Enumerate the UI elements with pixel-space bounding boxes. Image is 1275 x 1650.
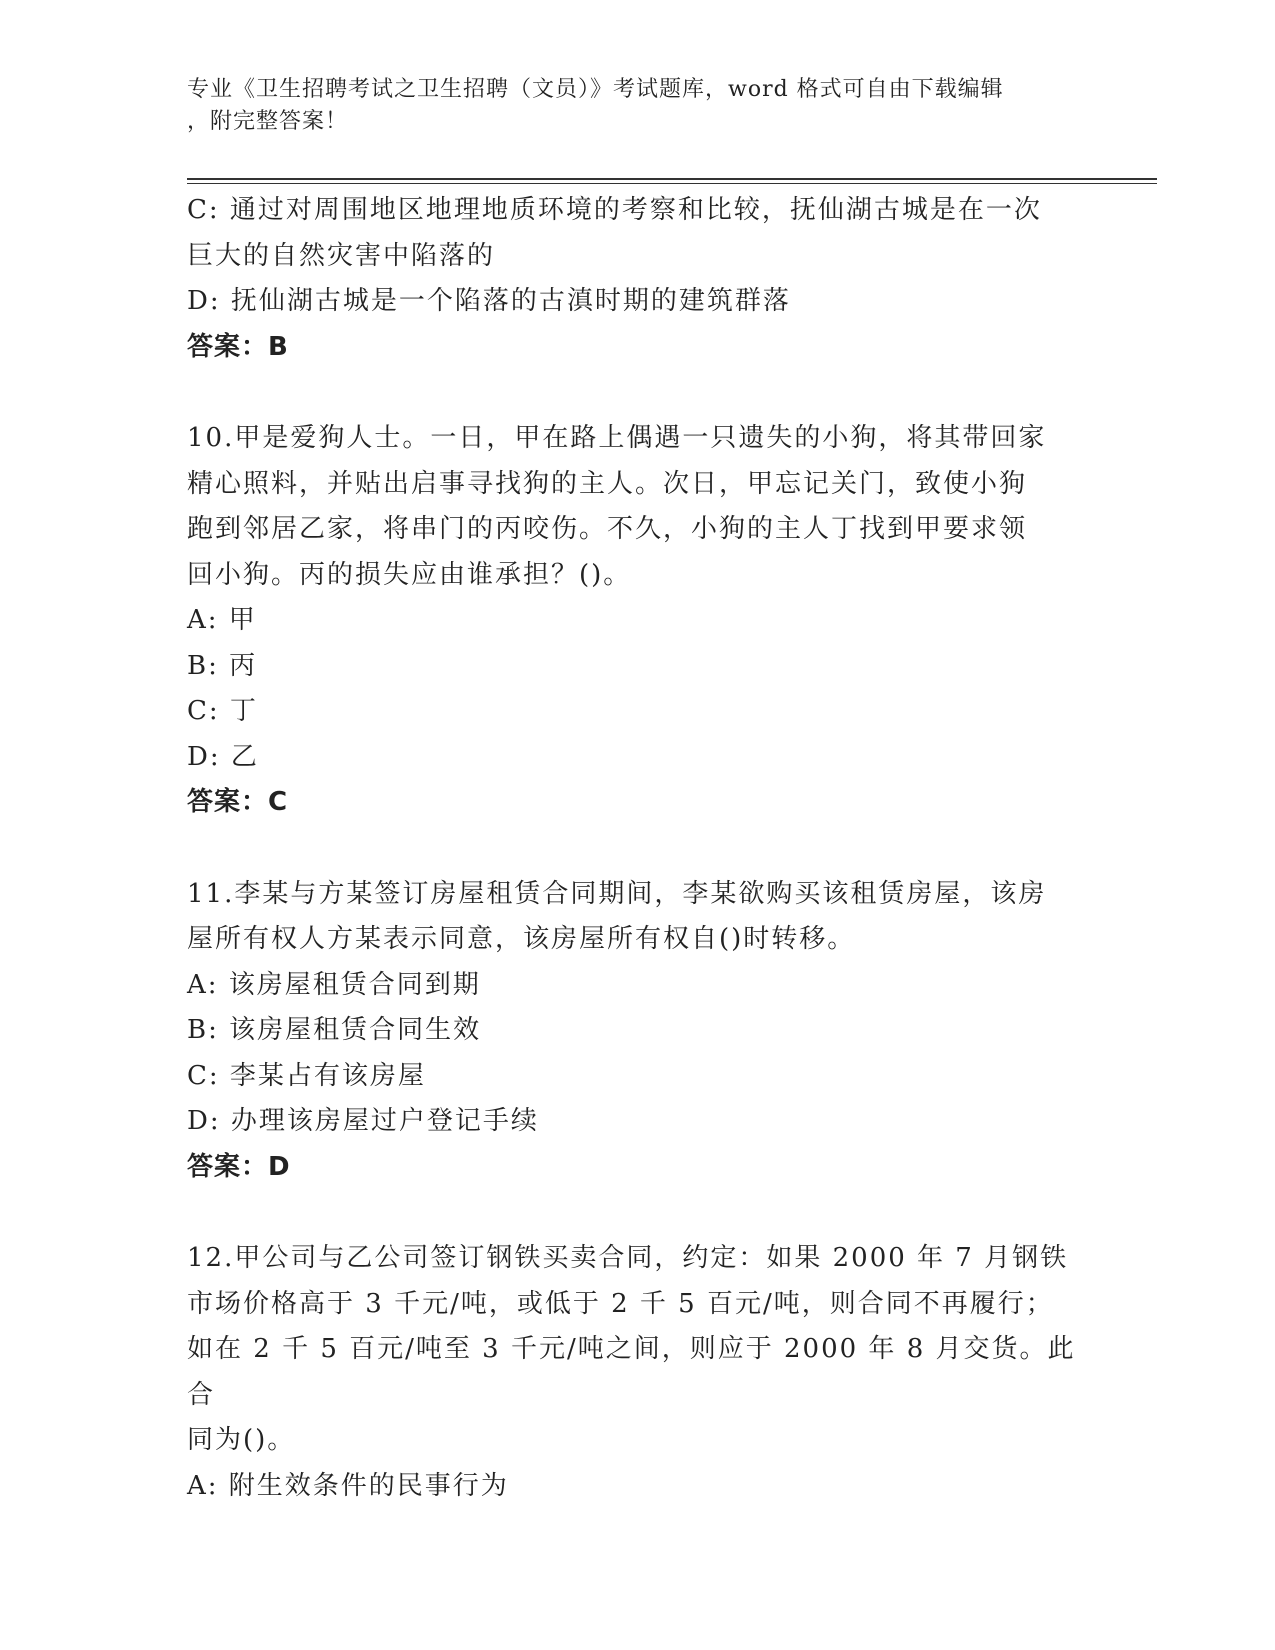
question-9-continued: [187, 188, 1087, 370]
option-b: B: 该房屋租赁合同生效: [187, 1015, 482, 1045]
spacer: [187, 370, 1087, 416]
question-stem-line-2: 市场价格高于 3 千元/吨，或低于 2 千 5 百元/吨，则合同不再履行；: [187, 1288, 1054, 1319]
header-divider-thick: [187, 178, 1157, 180]
question-stem-line-1: 11.李某与方某签订房屋租赁合同期间，李某欲购买该租赁房屋，该房: [187, 878, 1047, 909]
question-stem-line-3: 如在 2 千 5 百元/吨至 3 千元/吨之间，则应于 2000 年 8 月交货。此合: [187, 1334, 1076, 1410]
question-stem-line-4: 同为()。: [187, 1425, 296, 1455]
option-c-line-2: 巨大的自然灾害中陷落的: [187, 240, 496, 271]
document-header: [187, 74, 1087, 138]
question-stem-line-2: 屋所有权人方某表示同意，该房屋所有权自()时转移。: [187, 924, 856, 954]
question-stem-line-4: 回小狗。丙的损失应由谁承担？()。: [187, 559, 632, 590]
option-c: C: 李某占有该房屋: [187, 1060, 426, 1091]
option-a: A: 附生效条件的民事行为: [187, 1470, 509, 1501]
question-stem-line-1: 12.甲公司与乙公司签订钢铁买卖合同，约定：如果 2000 年 7 月钢铁: [187, 1243, 1069, 1273]
question-10: [187, 416, 1087, 826]
option-d: D: 办理该房屋过户登记手续: [187, 1106, 539, 1136]
header-divider-thin: [187, 183, 1157, 184]
option-c-line-1: C: 通过对周围地区地理地质环境的考察和比较，抚仙湖古城是在一次: [187, 195, 1042, 225]
option-c: C: 丁: [187, 696, 258, 726]
answer: 答案：D: [187, 1151, 291, 1182]
option-d: D: 乙: [187, 741, 259, 772]
option-b: B: 丙: [187, 650, 258, 681]
answer: 答案：B: [187, 331, 289, 362]
option-d: D: 抚仙湖古城是一个陷落的古滇时期的建筑群落: [187, 286, 791, 316]
option-a: A: 甲: [187, 605, 257, 635]
question-stem-line-2: 精心照料，并贴出启事寻找狗的主人。次日，甲忘记关门，致使小狗: [187, 468, 1028, 499]
spacer: [187, 826, 1087, 872]
document-body: [187, 188, 1087, 1509]
spacer: [187, 1190, 1087, 1236]
answer: 答案：C: [187, 787, 289, 817]
option-a: A: 该房屋租赁合同到期: [187, 969, 481, 1000]
header-line-2: ，附完整答案！: [187, 109, 349, 134]
question-12: [187, 1236, 1087, 1509]
question-stem-line-3: 跑到邻居乙家，将串门的丙咬伤。不久，小狗的主人丁找到甲要求领: [187, 514, 1028, 544]
header-line-1: 专业《卫生招聘考试之卫生招聘（文员）》考试题库，word 格式可自由下载编辑: [187, 77, 1004, 102]
question-stem-line-1: 10.甲是爱狗人士。一日，甲在路上偶遇一只遗失的小狗，将其带回家: [187, 423, 1047, 453]
question-11: [187, 872, 1087, 1191]
